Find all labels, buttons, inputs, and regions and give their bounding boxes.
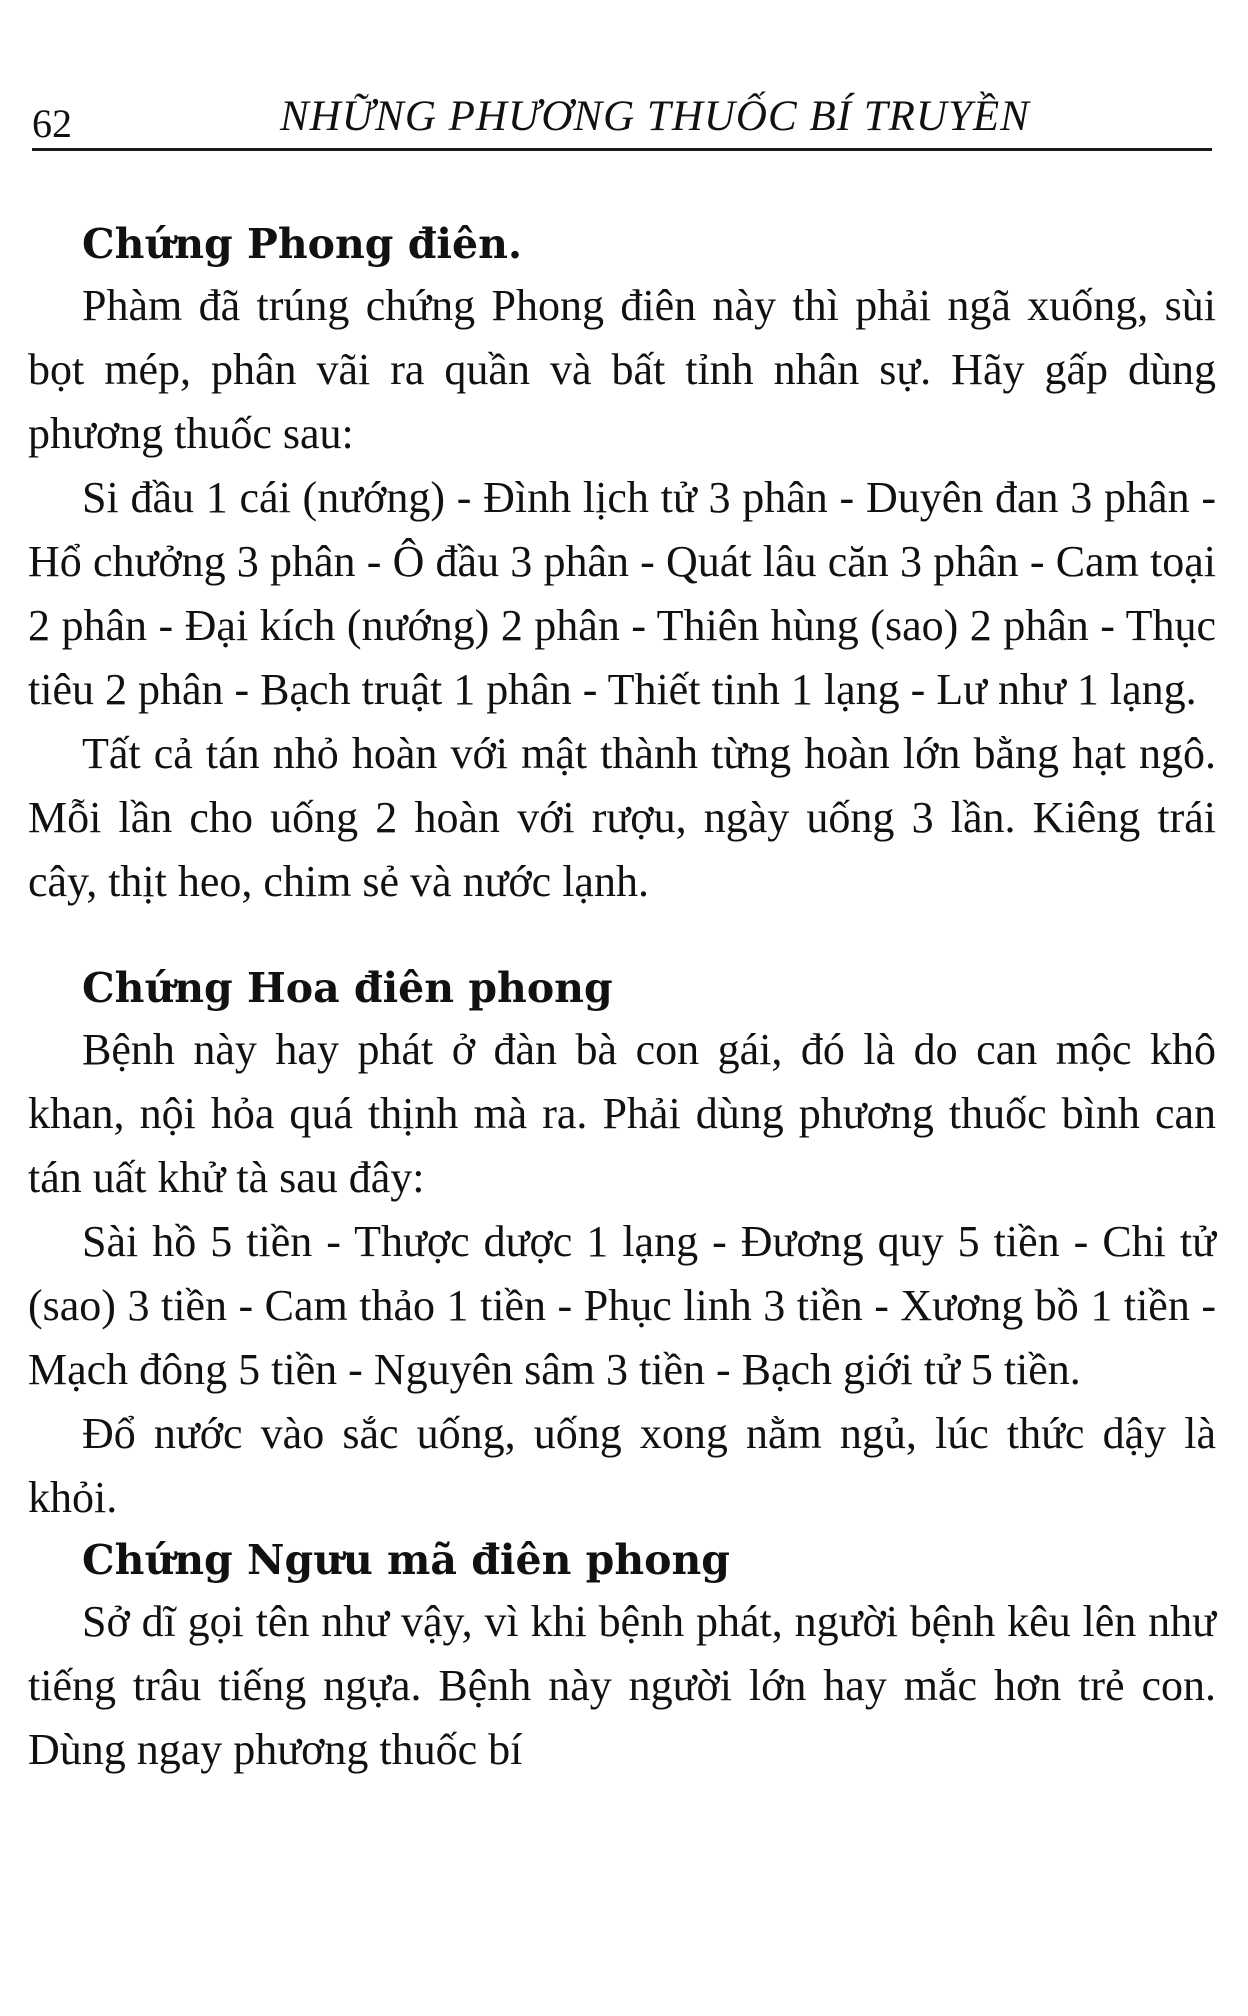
section-heading: Chứng Ngưu mã điên phong (82, 1536, 730, 1584)
paragraph: Đổ nước vào sắc uống, uống xong nằm ngủ, lúc thức dậy là khỏi. (28, 1409, 1216, 1522)
page-number: 62 (32, 101, 72, 146)
section-nguu-ma-dien-phong (28, 1530, 1216, 1782)
section-heading: Chứng Phong điên. (82, 220, 523, 268)
paragraph: Sài hồ 5 tiền - Thược dược 1 lạng - Đương quy 5 tiền - Chi tử (sao) 3 tiền - Cam thảo 1 tiền - Phục linh 3 tiền - Xương bồ 1 tiền - Mạch đông 5 tiền - Nguyên sâm 3 tiền - Bạch giới tử 5 tiền. (28, 1217, 1216, 1394)
section-hoa-dien-phong (28, 958, 1216, 1530)
paragraph: Tất cả tán nhỏ hoàn với mật thành từng hoàn lớn bằng hạt ngô. Mỗi lần cho uống 2 hoàn với rượu, ngày uống 3 lần. Kiêng trái cây, thịt heo, chim sẻ và nước lạnh. (28, 729, 1216, 906)
running-title: NHỮNG PHƯƠNG THUỐC BÍ TRUYỀN (280, 93, 1030, 140)
page-body (28, 214, 1216, 1782)
section-phong-dien (28, 214, 1216, 914)
paragraph: Sở dĩ gọi tên như vậy, vì khi bệnh phát, người bệnh kêu lên như tiếng trâu tiếng ngựa. Bệnh này người lớn hay mắc hơn trẻ con. Dùng ngay phương thuốc bí (28, 1597, 1216, 1774)
paragraph: Bệnh này hay phát ở đàn bà con gái, đó là do can mộc khô khan, nội hỏa quá thịnh mà ra. Phải dùng phương thuốc bình can tán uất khử tà sau đây: (28, 1025, 1216, 1202)
paragraph: Phàm đã trúng chứng Phong điên này thì phải ngã xuống, sùi bọt mép, phân vãi ra quần và bất tỉnh nhân sự. Hãy gấp dùng phương thuốc sau: (28, 281, 1216, 458)
section-heading: Chứng Hoa điên phong (82, 964, 613, 1012)
page-header (32, 88, 1212, 151)
section-spacer (28, 914, 1216, 958)
paragraph: Si đầu 1 cái (nướng) - Đình lịch tử 3 phân - Duyên đan 3 phân - Hổ chưởng 3 phân - Ô đầu 3 phân - Quát lâu căn 3 phân - Cam toại 2 phân - Đại kích (nướng) 2 phân - Thiên hùng (sao) 2 phân - Thục tiêu 2 phân - Bạch truật 1 phân - Thiết tinh 1 lạng - Lư như 1 lạng. (28, 473, 1216, 714)
